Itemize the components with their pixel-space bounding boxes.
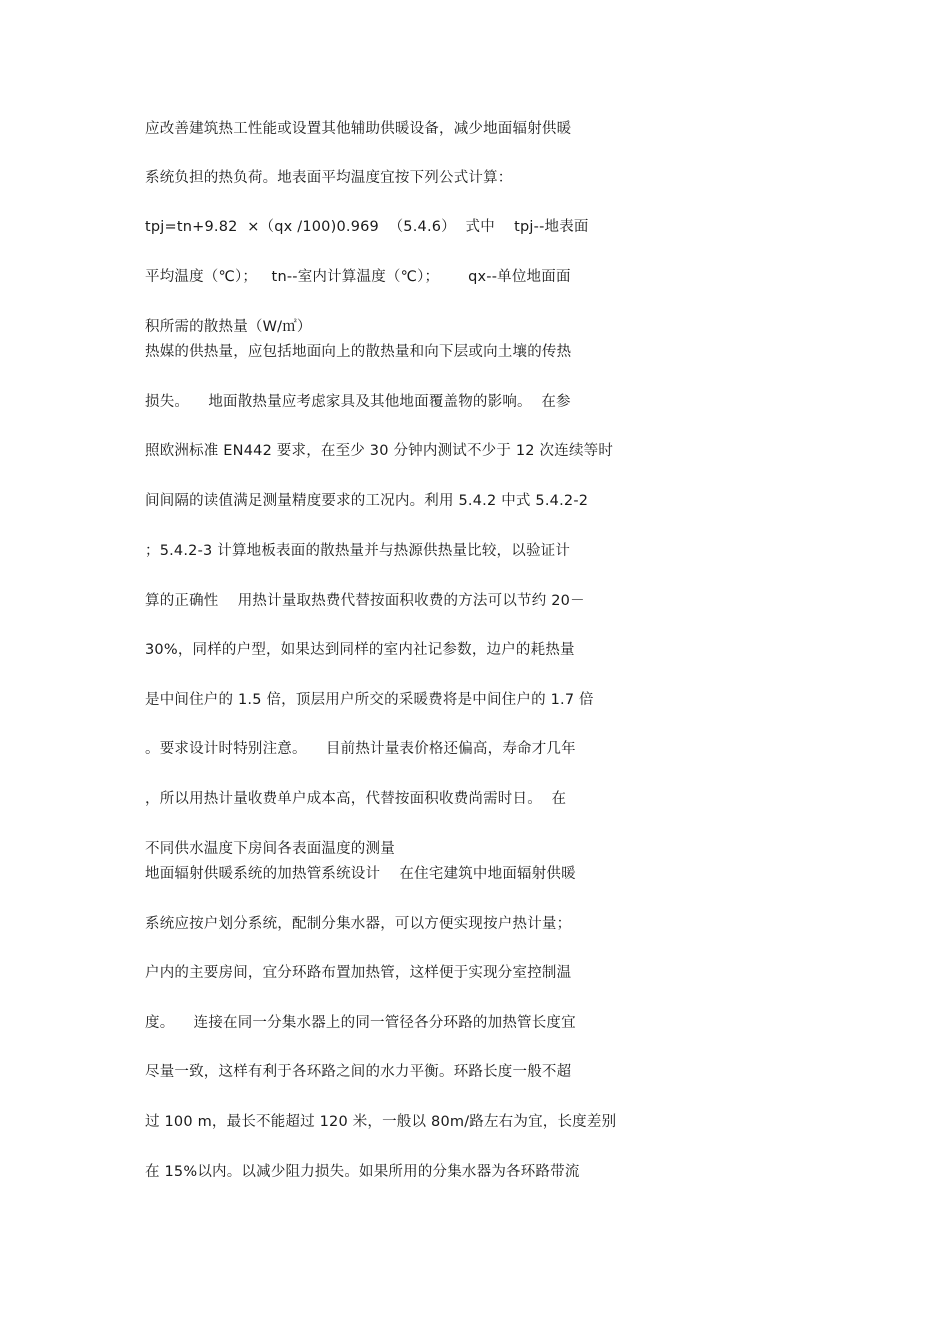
text-line: 户内的主要房间，宜分环路布置加热管，这样便于实现分室控制温 [145, 965, 572, 981]
text-line: 30%，同样的户型，如果达到同样的室内社记参数，边户的耗热量 [145, 642, 575, 658]
text-line: 算的正确性 用热计量取热费代替按面积收费的方法可以节约 20－ [145, 593, 585, 609]
text-line: 损失。 地面散热量应考虑家具及其他地面覆盖物的影响。 在参 [145, 394, 571, 410]
text-line: 应改善建筑热工性能或设置其他辅助供暖设备，减少地面辐射供暖 [145, 121, 572, 137]
text-line: 地面辐射供暖系统的加热管系统设计 在住宅建筑中地面辐射供暖 [145, 866, 576, 882]
text-line: 不同供水温度下房间各表面温度的测量 [145, 841, 395, 857]
text-line: 系统应按户划分系统，配制分集水器，可以方便实现按户热计量； [145, 916, 572, 932]
text-line: 积所需的散热量（W/㎡） [145, 319, 312, 335]
text-line: ；5.4.2-3 计算地板表面的散热量并与热源供热量比较，以验证计 [145, 543, 571, 559]
text-line: 。要求设计时特别注意。 目前热计量表价格还偏高，寿命才几年 [145, 741, 576, 757]
text-line: 平均温度（℃）； tn--室内计算温度（℃）； qx--单位地面面 [145, 269, 571, 285]
text-line: ，所以用热计量收费单户成本高，代替按面积收费尚需时日。 在 [145, 791, 567, 807]
text-line: 照欧洲标准 EN442 要求，在至少 30 分钟内测试不少于 12 次连续等时 [145, 443, 614, 459]
text-line: 是中间住户的 1.5 倍，顶层用户所交的采暖费将是中间住户的 1.7 倍 [145, 692, 594, 708]
text-line: 系统负担的热负荷。地表面平均温度宜按下列公式计算： [145, 170, 513, 186]
text-line: 尽量一致，这样有利于各环路之间的水力平衡。环路长度一般不超 [145, 1064, 572, 1080]
text-line: 过 100 m，最长不能超过 120 米，一般以 80m/路左右为宜，长度差别 [145, 1114, 617, 1130]
text-line: 热媒的供热量，应包括地面向上的散热量和向下层或向土壤的传热 [145, 344, 572, 360]
text-line: tpj=tn+9.82 ×（qx /100)0.969 （5.4.6） 式中 tpj--地表面 [145, 219, 589, 235]
text-line: 间间隔的读值满足测量精度要求的工况内。利用 5.4.2 中式 5.4.2-2 [145, 493, 589, 509]
text-line: 在 15%以内。以减少阻力损失。如果所用的分集水器为各环路带流 [145, 1164, 580, 1180]
text-line: 度。 连接在同一分集水器上的同一管径各分环路的加热管长度宜 [145, 1015, 576, 1031]
